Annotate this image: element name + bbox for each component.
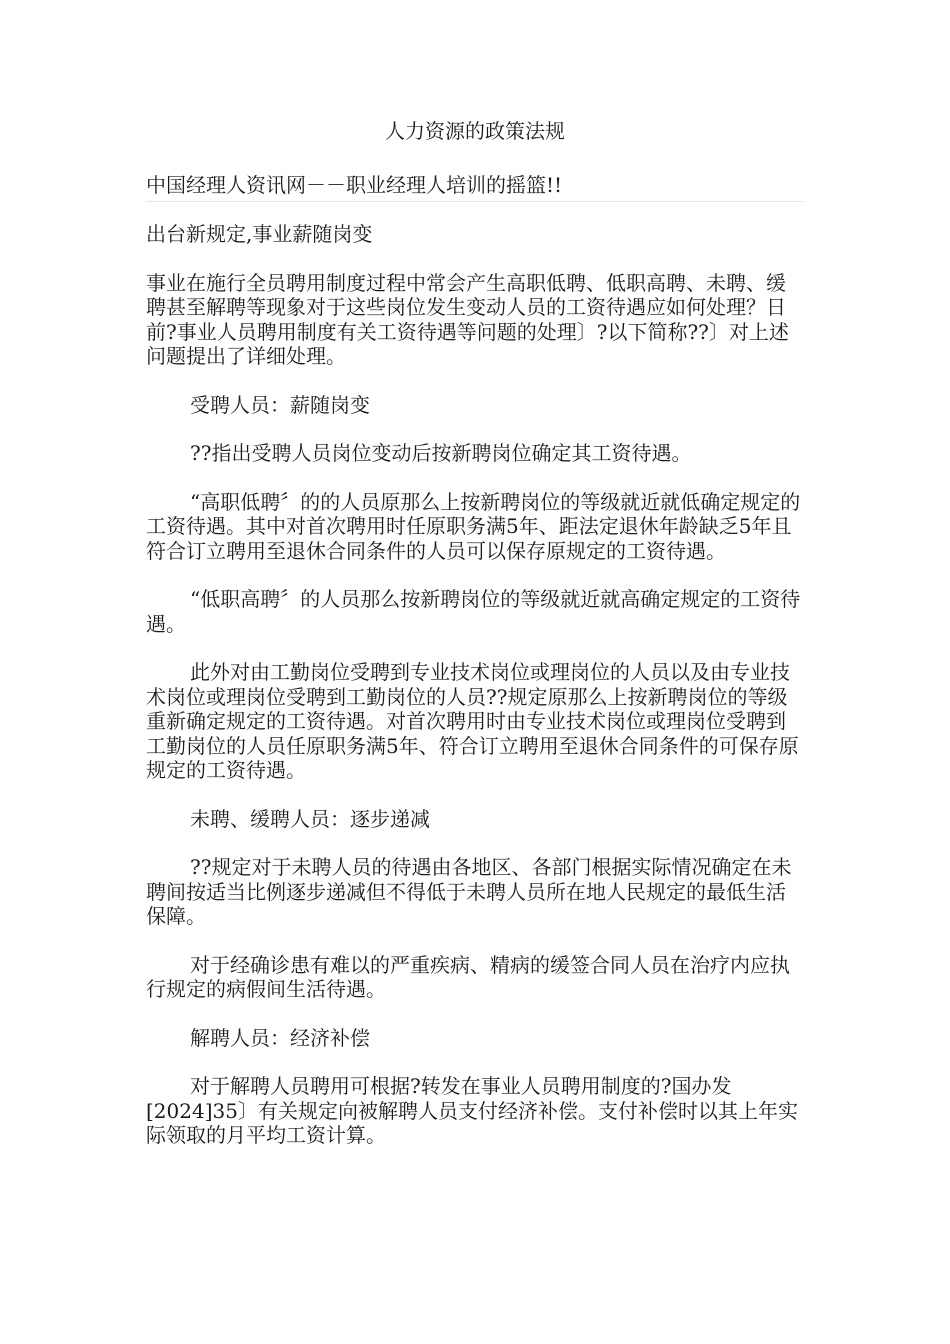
paragraph: ??规定对于未聘人员的待遇由各地区、各部门根据实际情况确定在未聘间按适当比例逐步递减但不得低于未聘人员所在地人民规定的最低生活保障。 (146, 855, 792, 928)
headline: 出台新规定,事业薪随岗变 (146, 222, 373, 246)
intro-paragraph: 事业在施行全员聘用制度过程中常会产生高职低聘、低职高聘、未聘、缓聘甚至解聘等现象对于这些岗位发生变动人员的工资待遇应如何处理？日前?事业人员聘用制度有关工资待遇等问题的处理〕?以下简称??〕对上述问题提出了详细处理。 (146, 270, 789, 368)
section-heading-unemployed: 未聘、缓聘人员：逐步递减 (190, 806, 430, 831)
document-title: 人力资源的政策法规 (385, 119, 565, 143)
section-heading-dismissed: 解聘人员：经济补偿 (190, 1025, 370, 1050)
document-page (146, 118, 804, 1172)
section-heading-employed: 受聘人员：薪随岗变 (190, 392, 370, 417)
paragraph: 对于经确诊患有难以的严重疾病、精病的缓签合同人员在治疗内应执行规定的病假间生活待遇。 (146, 952, 790, 1001)
paragraph: “低职高聘〞的人员那么按新聘岗位的等级就近就高确定规定的工资待遇。 (146, 587, 801, 636)
paragraph: 此外对由工勤岗位受聘到专业技术岗位或理岗位的人员以及由专业技术岗位或理岗位受聘到工勤岗位的人员??规定原那么上按新聘岗位的等级重新确定规定的工资待遇。对首次聘用时由专业技术岗位或理岗位受聘到工勤岗位的人员任原职务满5年、符合订立聘用至退休合同条件的可保存原规定的工资待遇。 (146, 660, 799, 782)
paragraph: “高职低聘〞的的人员原那么上按新聘岗位的等级就近就低确定规定的工资待遇。其中对首次聘用时任原职务满5年、距法定退休年龄缺乏5年且符合订立聘用至退休合同条件的人员可以保存原规定的工资待遇。 (146, 489, 801, 563)
paragraph: 对于解聘人员聘用可根据?转发在事业人员聘用制度的?国办发[2024]35〕有关规定向被解聘人员支付经济补偿。支付补偿时以其上年实际领取的月平均工资计算。 (146, 1074, 798, 1147)
source-line: 中国经理人资讯网－－职业经理人培训的摇篮!! (146, 172, 804, 202)
paragraph: ??指出受聘人员岗位变动后按新聘岗位确定其工资待遇。 (190, 441, 692, 465)
